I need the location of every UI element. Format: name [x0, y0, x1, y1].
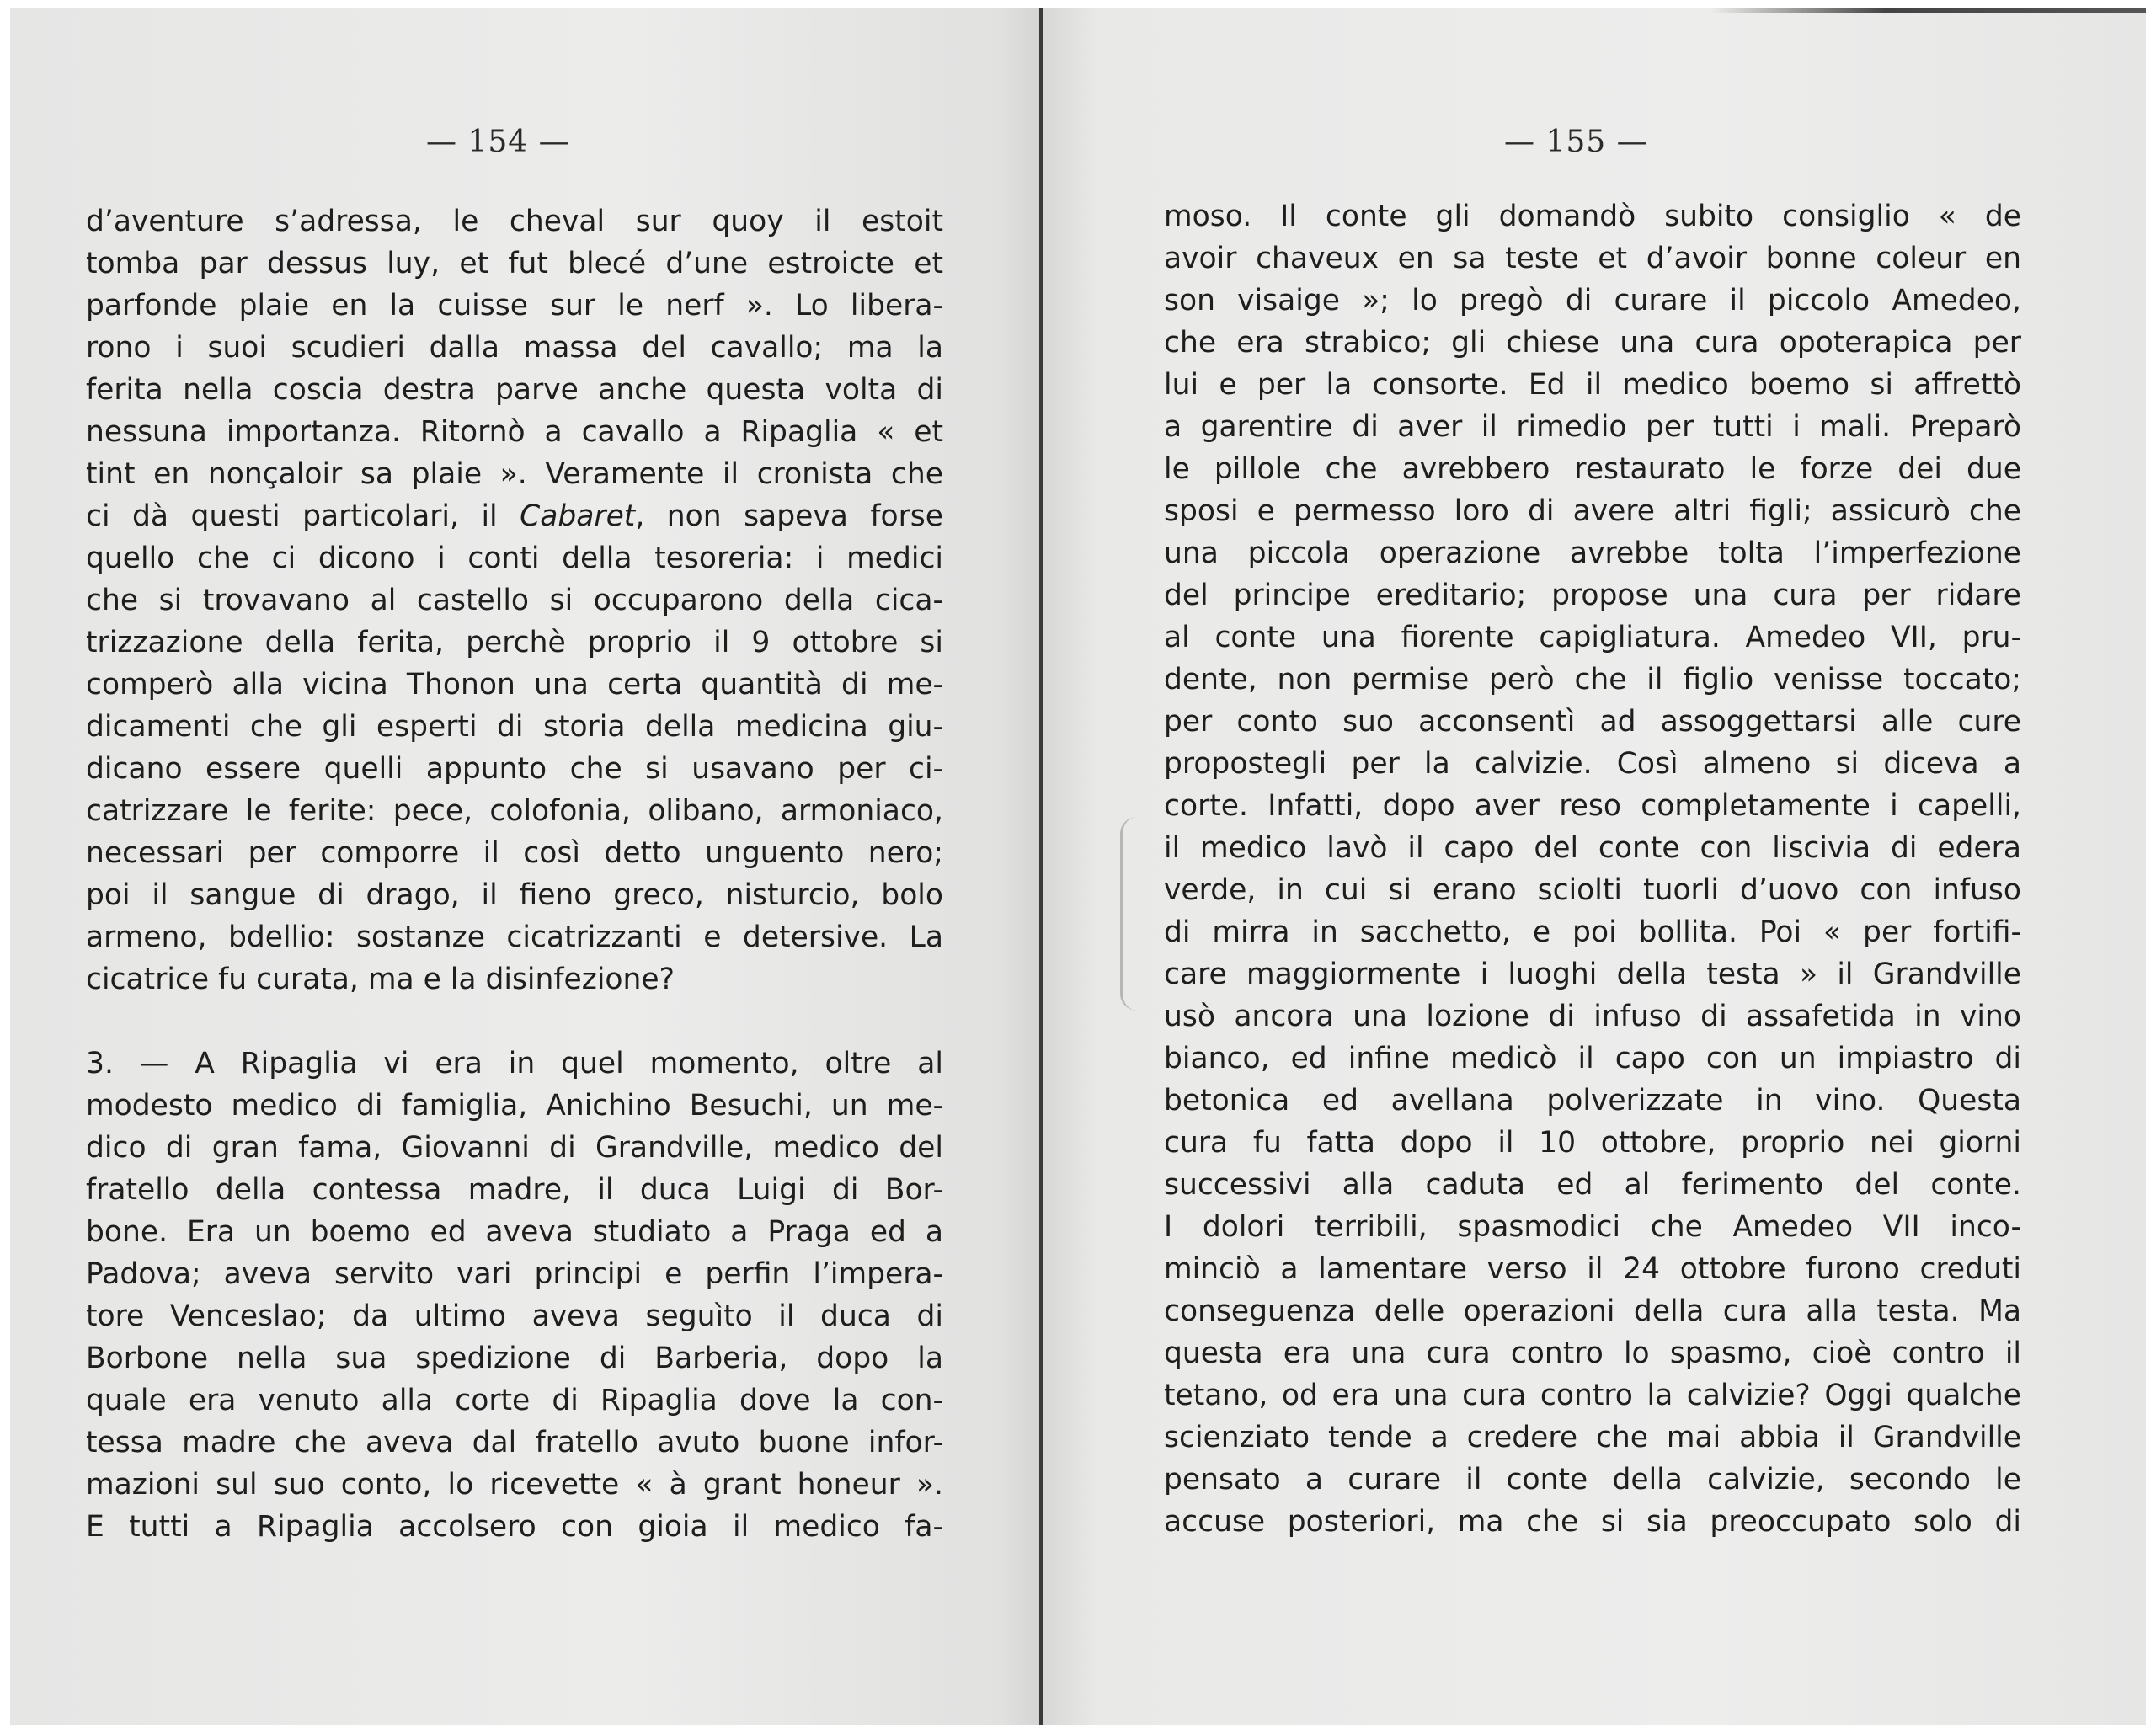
text-line: tore Venceslao; da ultimo aveva seguìto il duca di: [86, 1299, 943, 1333]
text-line: parfonde plaie en la cuisse sur le nerf ». Lo libera-: [86, 289, 943, 323]
text-line: questa era una cura contro lo spasmo, cioè contro il: [1164, 1337, 2021, 1370]
text-line: accuse posteriori, ma che si sia preoccupato solo di: [1164, 1505, 2021, 1539]
text-line: pensato a curare il conte della calvizie, secondo le: [1164, 1463, 2021, 1497]
text-line: verde, in cui si erano sciolti tuorli d’uovo con infuso: [1164, 873, 2021, 907]
text-line: tetano, od era una cura contro la calvizie? Oggi qualche: [1164, 1379, 2021, 1412]
text-line: conseguenza delle operazioni della cura alla testa. Ma: [1164, 1294, 2021, 1328]
text-line: dico di gran fama, Giovanni di Grandville, medico del: [86, 1131, 943, 1165]
text-line: catrizzare le ferite: pece, colofonia, olibano, armoniaco,: [86, 794, 943, 828]
left-page-text: [86, 200, 943, 1548]
text-line: scienziato tende a credere che mai abbia il Grandville: [1164, 1421, 2021, 1454]
text-line: comperò alla vicina Thonon una certa quantità di me-: [86, 668, 943, 702]
text-line: tint en nonçaloir sa plaie ». Veramente il cronista che: [86, 457, 943, 491]
text-line: bone. Era un boemo ed aveva studiato a Praga ed a: [86, 1215, 943, 1249]
text-line-tail: , non sapeva forse: [635, 499, 943, 533]
text-line: tomba par dessus luy, et fut blecé d’une estroicte et: [86, 247, 943, 280]
text-line: avoir chaveux en sa teste et d’avoir bonne coleur en: [1164, 242, 2021, 275]
text-line: poi il sangue di drago, il fieno greco, nisturcio, bolo: [86, 878, 943, 912]
text-line: lui e per la consorte. Ed il medico boemo si affrettò: [1164, 368, 2021, 402]
text-line: del principe ereditario; propose una cura per ridare: [1164, 579, 2021, 612]
text-line: cicatrice fu curata, ma e la disinfezione?: [86, 963, 675, 996]
text-line: tessa madre che aveva dal fratello avuto buone infor-: [86, 1426, 943, 1459]
text-line: son visaige »; lo pregò di curare il piccolo Amedeo,: [1164, 284, 2021, 317]
text-line: cura fu fatta dopo il 10 ottobre, proprio nei giorni: [1164, 1126, 2021, 1160]
text-line: quello che ci dicono i conti della tesoreria: i medici: [86, 542, 943, 575]
scan-edge-shadow: [1711, 8, 2146, 13]
text-line: il medico lavò il capo del conte con liscivia di edera: [1164, 831, 2021, 865]
text-line-head: ci dà questi particolari, il: [86, 499, 498, 533]
right-page: [1043, 8, 2146, 1725]
text-line: le pillole che avrebbero restaurato le forze dei due: [1164, 452, 2021, 486]
italic-title: Cabaret: [520, 499, 636, 533]
text-line: per conto suo acconsentì ad assoggettarsi alle cure: [1164, 705, 2021, 739]
text-line: modesto medico di famiglia, Anichino Besuchi, un me-: [86, 1089, 943, 1123]
left-page: [10, 8, 1043, 1725]
text-line: fratello della contessa madre, il duca Luigi di Bor-: [86, 1173, 943, 1207]
text-line: dente, non permise però che il figlio venisse toccato;: [1164, 663, 2021, 696]
text-line: che era strabico; gli chiese una cura opoterapica per: [1164, 326, 2021, 360]
text-line: dicano essere quelli appunto che si usavano per ci-: [86, 752, 943, 786]
text-line: moso. Il conte gli domandò subito consiglio « de: [1164, 200, 2021, 233]
text-line: I dolori terribili, spasmodici che Amedeo VII inco-: [1164, 1210, 2021, 1244]
right-page-text: [1164, 195, 2021, 1543]
text-line: trizzazione della ferita, perchè proprio il 9 ottobre si: [86, 626, 943, 659]
text-line: nessuna importanza. Ritornò a cavallo a Ripaglia « et: [86, 415, 943, 449]
text-line: a garentire di aver il rimedio per tutti i mali. Preparò: [1164, 410, 2021, 444]
text-line: mazioni sul suo conto, lo ricevette « à grant honeur ».: [86, 1468, 943, 1502]
text-line: Borbone nella sua spedizione di Barberia, dopo la: [86, 1342, 943, 1375]
text-line: propostegli per la calvizie. Così almeno si diceva a: [1164, 747, 2021, 781]
text-line-with-italic: [86, 495, 943, 537]
text-line: sposi e permesso loro di avere altri figli; assicurò che: [1164, 494, 2021, 528]
paragraph-gap: [86, 1000, 943, 1043]
text-line: una piccola operazione avrebbe tolta l’imperfezione: [1164, 536, 2021, 570]
text-line: usò ancora una lozione di infuso di assafetida in vino: [1164, 1000, 2021, 1033]
text-line: ferita nella coscia destra parve anche questa volta di: [86, 373, 943, 407]
text-line: 3. — A Ripaglia vi era in quel momento, oltre al: [86, 1047, 943, 1080]
text-line: corte. Infatti, dopo aver reso completamente i capelli,: [1164, 789, 2021, 823]
text-line: armeno, bdellio: sostanze cicatrizzanti e detersive. La: [86, 920, 943, 954]
text-line: Padova; aveva servito vari principi e perfin l’impera-: [86, 1257, 943, 1291]
text-line: che si trovavano al castello si occuparono della cica-: [86, 584, 943, 617]
text-line: dicamenti che gli esperti di storia della medicina giu-: [86, 710, 943, 744]
text-line: al conte una fiorente capigliatura. Amedeo VII, pru-: [1164, 621, 2021, 654]
page-number-left: — 154 —: [426, 125, 570, 159]
book-spread: [10, 8, 2146, 1725]
text-line: betonica ed avellana polverizzate in vino. Questa: [1164, 1084, 2021, 1118]
text-line: di mirra in sacchetto, e poi bollita. Poi « per fortifi-: [1164, 915, 2021, 949]
text-line: bianco, ed infine medicò il capo con un impiastro di: [1164, 1042, 2021, 1075]
page-number-right: — 155 —: [1504, 125, 1648, 159]
margin-pencil-mark: [1120, 817, 1148, 1011]
text-line: care maggiormente i luoghi della testa » il Grandville: [1164, 958, 2021, 991]
text-line: minciò a lamentare verso il 24 ottobre furono creduti: [1164, 1252, 2021, 1286]
text-line: rono i suoi scudieri dalla massa del cavallo; ma la: [86, 331, 943, 365]
text-line: quale era venuto alla corte di Ripaglia dove la con-: [86, 1384, 943, 1417]
text-line: necessari per comporre il così detto unguento nero;: [86, 836, 943, 870]
text-line: E tutti a Ripaglia accolsero con gioia il medico fa-: [86, 1510, 943, 1544]
text-line: successivi alla caduta ed al ferimento del conte.: [1164, 1168, 2021, 1202]
book-gutter: [1039, 8, 1043, 1725]
text-line: d’aventure s’adressa, le cheval sur quoy il estoit: [86, 205, 943, 238]
